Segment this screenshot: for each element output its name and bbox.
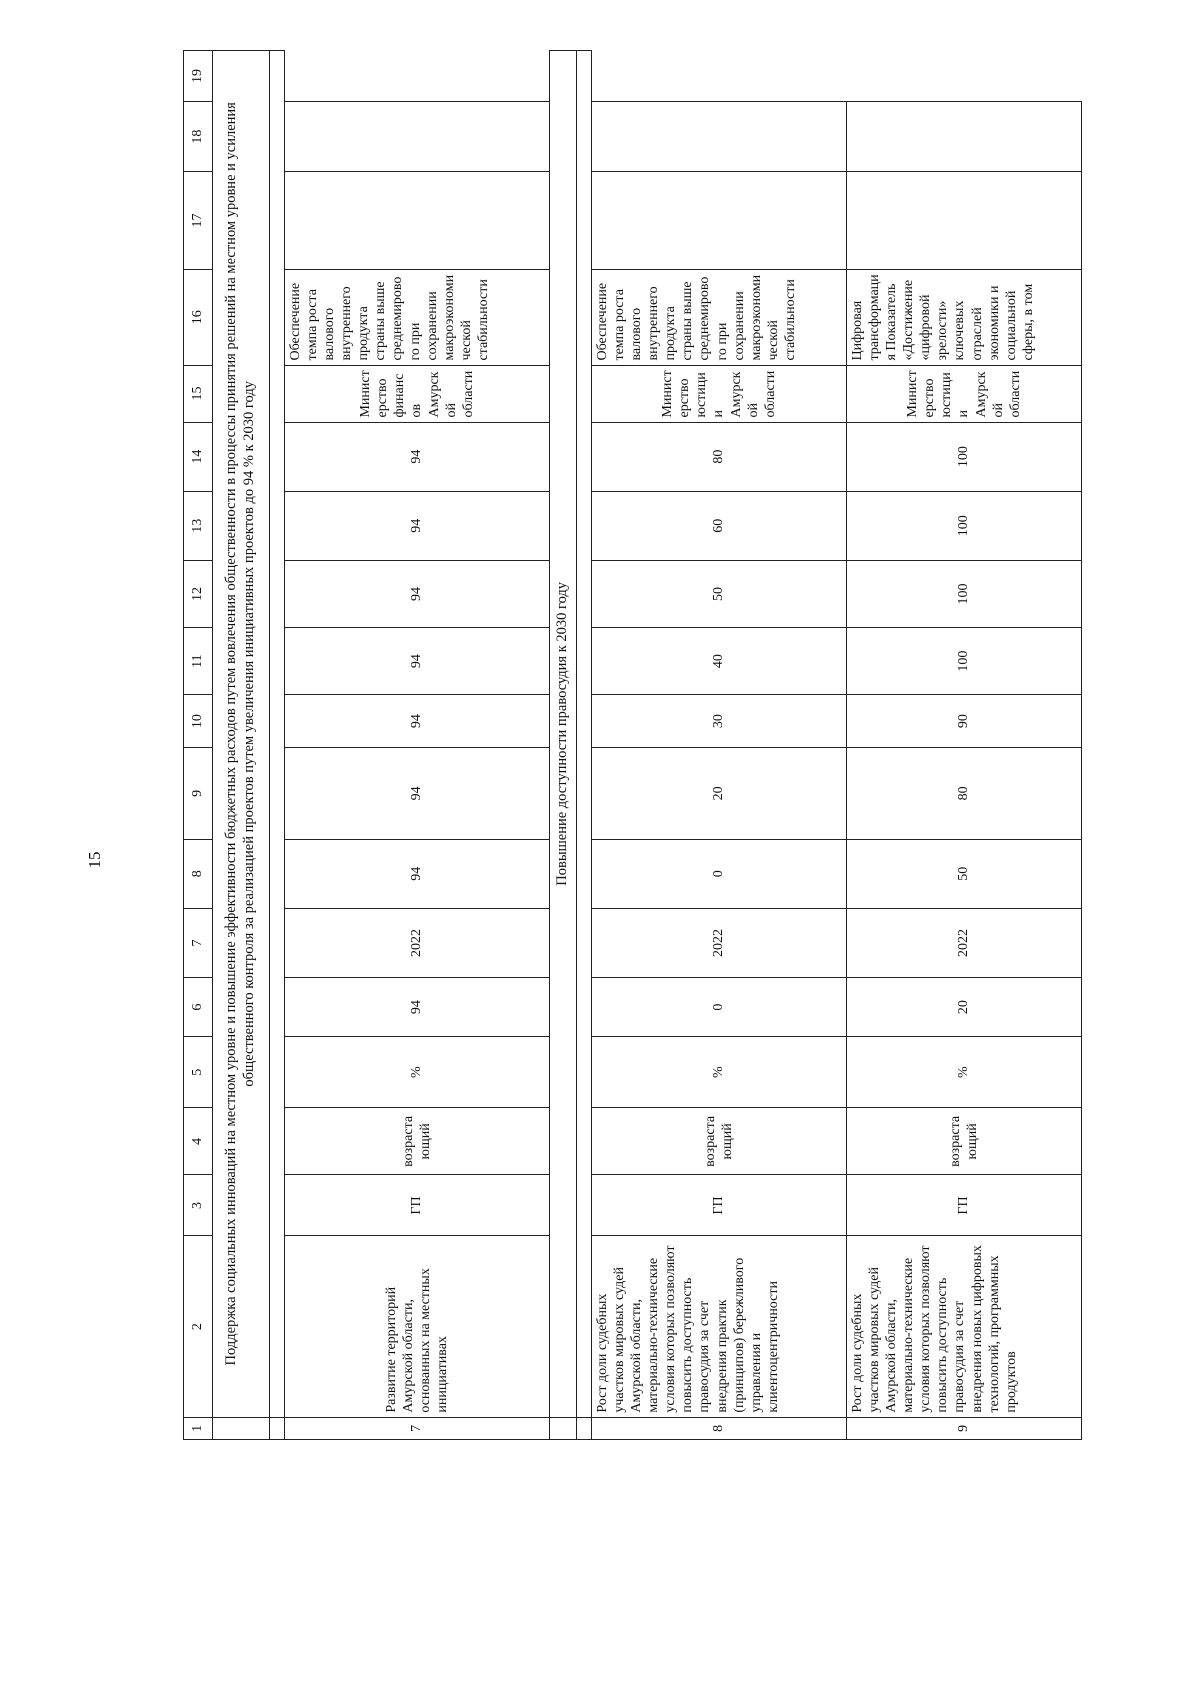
- col-number: 9: [184, 748, 213, 840]
- value-cell: 100: [847, 560, 1082, 627]
- indicator-name: Рост доли судебных участков мировых судей Амурской области, материально-технические условия которых позволяют повысить доступность правосудия за счет внедрения практик (принципов) бережливого управления и клиентоцентричности: [592, 1236, 847, 1417]
- col-number: 18: [184, 102, 213, 172]
- col-number: 2: [184, 1236, 213, 1417]
- col-number: 15: [184, 365, 213, 422]
- col-number: 1: [184, 1417, 213, 1439]
- table-row: [847, 51, 1082, 1440]
- value-cell: 94: [285, 491, 550, 560]
- col-number: 7: [184, 908, 213, 977]
- value-cell: 50: [847, 839, 1082, 908]
- value-cell: 94: [285, 748, 550, 840]
- empty-cell: [592, 102, 847, 172]
- value-cell: 94: [285, 628, 550, 695]
- row-number: 8: [592, 1417, 847, 1439]
- value-cell: 94: [285, 560, 550, 627]
- national-goal-link: Цифровая трансформация Показатель «Достижение «цифровой зрелости» ключевых отраслей экономики и социальной сферы, в том: [847, 269, 1082, 365]
- spacer-row: [270, 51, 285, 1440]
- responsible-body: Министерство юстиции Амурской области: [847, 365, 1082, 422]
- indicator-unit: %: [847, 1037, 1082, 1108]
- base-value: 0: [592, 978, 847, 1037]
- row-number: 7: [285, 1417, 550, 1439]
- empty-cell: [285, 102, 550, 172]
- spacer-cell: [270, 1417, 285, 1439]
- value-cell: 80: [847, 748, 1082, 840]
- col-number: 3: [184, 1175, 213, 1236]
- col-number: 4: [184, 1108, 213, 1175]
- col-number: 10: [184, 695, 213, 748]
- value-cell: 100: [847, 491, 1082, 560]
- col-number: 12: [184, 560, 213, 627]
- indicators-table: [183, 50, 1082, 1440]
- value-cell: 94: [285, 695, 550, 748]
- section-margin-cell: [550, 1417, 577, 1439]
- section-row-justice: [550, 51, 577, 1440]
- value-cell: 20: [592, 748, 847, 840]
- empty-cell: [592, 172, 847, 270]
- value-cell: 94: [285, 839, 550, 908]
- spacer-row: [577, 51, 592, 1440]
- indicator-unit: %: [592, 1037, 847, 1108]
- indicator-level: ГП: [285, 1175, 550, 1236]
- base-year: 2022: [285, 908, 550, 977]
- indicator-level: ГП: [847, 1175, 1082, 1236]
- rotated-table-sheet: [183, 50, 1133, 1440]
- col-number: 5: [184, 1037, 213, 1108]
- base-value: 20: [847, 978, 1082, 1037]
- col-number: 16: [184, 269, 213, 365]
- indicator-unit: %: [285, 1037, 550, 1108]
- responsible-body: Министерство финансов Амурской области: [285, 365, 550, 422]
- base-value: 94: [285, 978, 550, 1037]
- indicator-name: Развитие территорий Амурской области, основанных на местных инициативах: [285, 1236, 550, 1417]
- row-number: 9: [847, 1417, 1082, 1439]
- value-cell: 100: [847, 628, 1082, 695]
- spacer-cell: [270, 51, 285, 1418]
- spacer-cell: [577, 51, 592, 1418]
- indicator-name: Рост доли судебных участков мировых судей Амурской области, материально-технические условия которых позволяют повысить доступность правосудия за счет внедрения новых цифровых технологий, программных продуктов: [847, 1236, 1082, 1417]
- base-year: 2022: [847, 908, 1082, 977]
- table-row: [285, 51, 550, 1440]
- national-goal-link: Обеспечение темпа роста валового внутреннего продукта страны выше среднемирового при сохранении макроэкономической стабильности: [592, 269, 847, 365]
- col-number: 8: [184, 839, 213, 908]
- value-cell: 30: [592, 695, 847, 748]
- empty-cell: [285, 172, 550, 270]
- spacer-cell: [577, 1417, 592, 1439]
- indicator-trend: возрастающий: [847, 1108, 1082, 1175]
- section-title: Поддержка социальных инноваций на местном уровне и повышение эффективности бюджетных расходов путем вовлечения общественности в процессы принятия решений на местном уровне и усиления общественного контроля за реализацией проектов путем увеличения инициативных проектов до 94 % к 2030 году: [213, 51, 270, 1418]
- indicator-trend: возрастающий: [285, 1108, 550, 1175]
- section-row-social-innovation: [213, 51, 270, 1440]
- value-cell: 0: [592, 839, 847, 908]
- national-goal-link: Обеспечение темпа роста валового внутреннего продукта страны выше среднемирового при сохранении макроэкономической стабильности: [285, 269, 550, 365]
- empty-cell: [847, 172, 1082, 270]
- section-margin-cell: [213, 1417, 270, 1439]
- column-number-row: [184, 51, 213, 1440]
- value-cell: 60: [592, 491, 847, 560]
- base-year: 2022: [592, 908, 847, 977]
- col-number: 19: [184, 51, 213, 102]
- responsible-body: Министерство юстиции Амурской области: [592, 365, 847, 422]
- indicator-trend: возрастающий: [592, 1108, 847, 1175]
- value-cell: 40: [592, 628, 847, 695]
- page-number: 15: [85, 851, 104, 869]
- col-number: 14: [184, 422, 213, 491]
- col-number: 17: [184, 172, 213, 270]
- indicator-level: ГП: [592, 1175, 847, 1236]
- table-row: [592, 51, 847, 1440]
- empty-cell: [847, 102, 1082, 172]
- section-title: Повышение доступности правосудия к 2030 году: [550, 51, 577, 1418]
- col-number: 6: [184, 978, 213, 1037]
- col-number: 11: [184, 628, 213, 695]
- value-cell: 50: [592, 560, 847, 627]
- col-number: 13: [184, 491, 213, 560]
- value-cell: 100: [847, 422, 1082, 491]
- value-cell: 90: [847, 695, 1082, 748]
- value-cell: 80: [592, 422, 847, 491]
- value-cell: 94: [285, 422, 550, 491]
